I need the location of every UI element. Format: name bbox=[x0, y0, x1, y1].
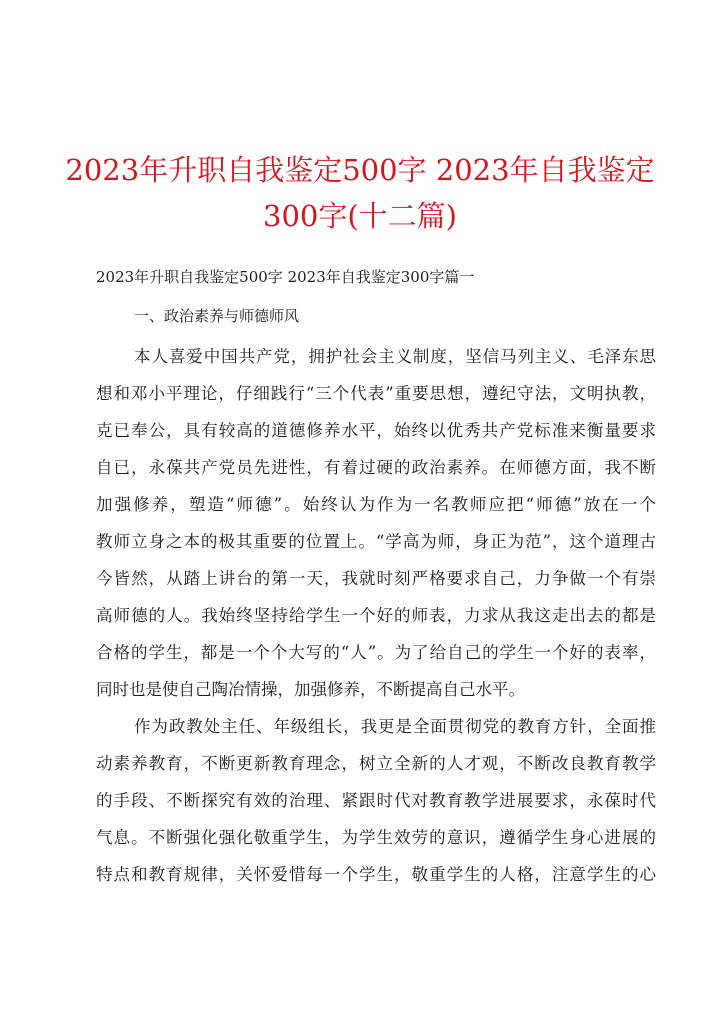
paragraph-line: 高师德的人。我始终坚持给学生一个好的师表，力求从我这走出去的都是 bbox=[96, 606, 656, 625]
paragraph-line: 加强修养，塑造“师德”。始终认为作为一名教师应把“师德”放在一个 bbox=[96, 495, 656, 514]
paragraph-line: 克已奉公，具有较高的道德修养水平，始终以优秀共产党标准来衡量要求 bbox=[96, 421, 656, 440]
document-title-line-1: 2023年升职自我鉴定500字 2023年自我鉴定 bbox=[65, 153, 655, 187]
paragraph-line: 自已，永葆共产党员先进性，有着过硬的政治素养。在师德方面，我不断 bbox=[96, 458, 656, 477]
paragraph-line: 教师立身之本的极其重要的位置上。“学高为师，身正为范”，这个道理古 bbox=[96, 532, 656, 551]
paragraph-line: 今皆然，从踏上讲台的第一天，我就时刻严格要求自己，力争做一个有崇 bbox=[96, 569, 656, 588]
section-heading: 一、政治素养与师德师风 bbox=[134, 307, 300, 325]
paragraph-line: 气息。不断强化强化敬重学生，为学生效劳的意识，遵循学生身心进展的 bbox=[96, 828, 656, 847]
paragraph-line: 动素养教育，不断更新教育理念，树立全新的人才观，不断改良教育教学 bbox=[96, 754, 656, 773]
paragraph-line: 的手段、不断探究有效的治理、紧跟时代对教育教学进展要求，永葆时代 bbox=[96, 791, 656, 810]
document-title-line-2: 300字(十二篇) bbox=[263, 199, 457, 233]
paragraph-line: 同时也是使自己陶冶情操，加强修养，不断提高自己水平。 bbox=[96, 680, 525, 699]
paragraph-line: 合格的学生，都是一个个大写的“人”。为了给自己的学生一个好的表率， bbox=[96, 643, 656, 662]
section-subtitle: 2023年升职自我鉴定500字 2023年自我鉴定300字篇一 bbox=[96, 268, 475, 286]
paragraph-line: 作为政教处主任、年级组长，我更是全面贯彻党的教育方针，全面推 bbox=[134, 717, 656, 736]
paragraph-2 bbox=[96, 708, 656, 893]
paragraph-1 bbox=[96, 338, 656, 708]
paragraph-line: 特点和教育规律，关怀爱惜每一个学生，敬重学生的人格，注意学生的心 bbox=[96, 865, 656, 884]
paragraph-line: 想和邓小平理论，仔细践行“三个代表”重要思想，遵纪守法，文明执教， bbox=[96, 384, 656, 403]
paragraph-line: 本人喜爱中国共产党，拥护社会主义制度，坚信马列主义、毛泽东思 bbox=[134, 347, 656, 366]
